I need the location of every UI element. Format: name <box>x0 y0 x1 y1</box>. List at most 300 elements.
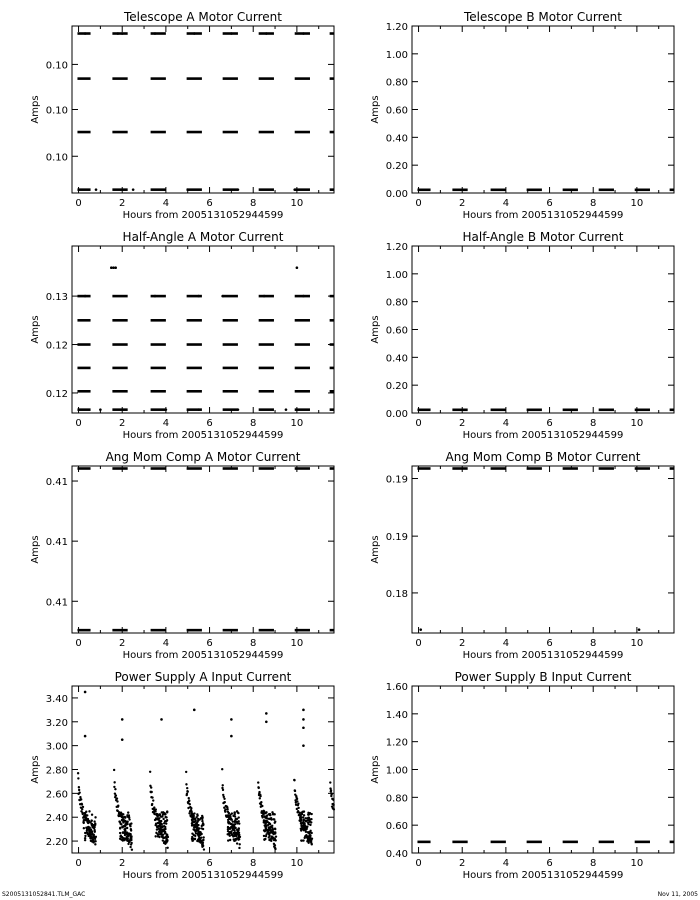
data-point <box>198 827 200 829</box>
data-point <box>233 829 235 831</box>
data-point <box>122 832 124 834</box>
y-tick-label: 3.40 <box>45 693 68 705</box>
outlier-point <box>230 735 233 738</box>
data-point <box>239 836 241 838</box>
x-tick-label: 8 <box>590 418 597 429</box>
x-tick-label: 10 <box>630 418 644 429</box>
chart-panel-2 <box>370 10 674 221</box>
data-point <box>77 777 79 779</box>
data-point <box>274 822 276 824</box>
chart-title: Telescope B Motor Current <box>463 10 623 24</box>
y-tick-label: 0.80 <box>385 793 408 805</box>
x-axis-label: Hours from 2005131052944599 <box>122 430 284 441</box>
data-point <box>84 835 86 837</box>
x-tick-label: 0 <box>415 858 422 869</box>
data-point <box>163 825 165 827</box>
data-point <box>201 816 203 818</box>
outlier-point <box>114 266 117 269</box>
data-point <box>266 820 268 822</box>
data-point <box>123 837 125 839</box>
data-point <box>195 822 197 824</box>
x-tick-label: 10 <box>290 638 304 649</box>
data-point <box>157 835 159 837</box>
data-point <box>222 789 224 791</box>
data-point <box>131 849 133 851</box>
outlier-point <box>197 295 200 298</box>
y-tick-label: 0.18 <box>385 588 408 600</box>
x-tick-label: 10 <box>290 858 304 869</box>
data-point <box>93 820 95 822</box>
y-axis-label: Amps <box>370 755 381 784</box>
data-point <box>125 821 127 823</box>
data-point <box>294 790 296 792</box>
chart-panel-8 <box>370 670 674 881</box>
x-tick-label: 4 <box>502 638 510 649</box>
data-point <box>78 786 80 788</box>
data-point <box>82 806 84 808</box>
x-tick-label: 4 <box>162 198 170 209</box>
data-point <box>191 838 193 840</box>
data-point <box>90 828 92 830</box>
data-point <box>130 836 132 838</box>
x-tick-label: 8 <box>250 638 257 649</box>
outlier-point <box>302 32 305 35</box>
y-tick-label: 0.20 <box>385 161 408 173</box>
chart-title: Ang Mom Comp B Motor Current <box>445 450 641 464</box>
data-point <box>122 839 124 841</box>
data-point <box>302 810 304 812</box>
data-point <box>193 815 195 817</box>
outlier-point <box>197 408 200 411</box>
data-point <box>84 839 86 841</box>
data-point <box>224 810 226 812</box>
outlier-point <box>302 709 305 712</box>
data-point <box>79 796 81 798</box>
data-point <box>119 827 121 829</box>
data-point <box>236 821 238 823</box>
data-point <box>297 807 299 809</box>
x-tick-label: 8 <box>250 858 257 869</box>
y-axis-label: Amps <box>30 535 41 564</box>
data-point <box>229 839 231 841</box>
outlier-point <box>302 295 305 298</box>
data-point <box>114 788 116 790</box>
data-point <box>198 838 200 840</box>
x-tick-label: 6 <box>206 198 213 209</box>
data-point <box>124 825 126 827</box>
y-tick-label: 1.20 <box>385 22 408 33</box>
data-point <box>129 846 131 848</box>
chart-panel-5 <box>30 450 334 661</box>
data-point <box>199 818 201 820</box>
outlier-point <box>296 266 299 269</box>
chart-panel-1 <box>30 10 334 221</box>
data-point <box>83 827 85 829</box>
data-point <box>202 842 204 844</box>
data-point <box>94 823 96 825</box>
data-point <box>191 820 193 822</box>
x-tick-label: 0 <box>415 638 422 649</box>
y-tick-label: 1.60 <box>385 682 408 693</box>
data-point <box>119 813 121 815</box>
data-point <box>227 830 229 832</box>
y-tick-label: 1.00 <box>385 49 408 61</box>
x-tick-label: 10 <box>630 198 644 209</box>
data-point <box>230 832 232 834</box>
x-tick-label: 8 <box>590 638 597 649</box>
data-point <box>302 839 304 841</box>
y-tick-label: 0.20 <box>385 381 408 393</box>
data-point <box>234 813 236 815</box>
footer-filename: S2005131052841.TLM_GAC <box>2 891 86 898</box>
y-tick-label: 0.10 <box>45 60 68 72</box>
data-point <box>127 811 129 813</box>
y-tick-label: 0.40 <box>385 353 408 365</box>
x-tick-label: 4 <box>502 858 510 869</box>
outlier-point <box>419 628 422 631</box>
x-tick-label: 0 <box>415 198 422 209</box>
data-point <box>310 813 312 815</box>
data-point <box>115 794 117 796</box>
data-point <box>130 839 132 841</box>
data-point <box>185 771 187 773</box>
y-tick-label: 0.00 <box>385 409 408 420</box>
data-point <box>160 826 162 828</box>
data-point <box>296 798 298 800</box>
y-tick-label: 2.80 <box>45 765 68 777</box>
data-point <box>165 822 167 824</box>
data-point <box>269 823 271 825</box>
y-axis-label: Amps <box>30 755 41 784</box>
x-tick-label: 2 <box>459 418 466 429</box>
y-tick-label: 0.19 <box>385 474 408 486</box>
data-point <box>229 816 231 818</box>
data-point <box>268 839 270 841</box>
data-point <box>167 836 169 838</box>
data-point <box>155 808 157 810</box>
data-point <box>195 819 197 821</box>
data-point <box>192 828 194 830</box>
data-point <box>268 835 270 837</box>
data-point <box>94 816 96 818</box>
data-point <box>78 791 80 793</box>
data-point <box>149 771 151 773</box>
data-point <box>237 829 239 831</box>
y-tick-label: 0.41 <box>45 477 68 489</box>
data-point <box>113 769 115 771</box>
outlier-point <box>293 188 296 191</box>
chart-title: Ang Mom Comp A Motor Current <box>105 450 301 464</box>
x-tick-label: 2 <box>119 418 126 429</box>
y-tick-label: 0.19 <box>385 532 408 544</box>
y-tick-label: 1.20 <box>385 242 408 253</box>
data-point <box>88 810 90 812</box>
data-point <box>311 843 313 845</box>
y-tick-label: 1.20 <box>385 737 408 749</box>
data-point <box>258 791 260 793</box>
data-point <box>234 815 236 817</box>
data-point <box>299 814 301 816</box>
outlier-point <box>160 718 163 721</box>
x-tick-label: 0 <box>75 418 82 429</box>
x-tick-label: 6 <box>546 638 553 649</box>
data-point <box>151 791 153 793</box>
outlier-point <box>230 32 233 35</box>
outlier-point <box>221 295 224 298</box>
data-point <box>264 816 266 818</box>
data-point <box>151 796 153 798</box>
data-point <box>116 800 118 802</box>
data-point <box>202 839 204 841</box>
data-point <box>257 781 259 783</box>
data-point <box>275 839 277 841</box>
outlier-point <box>302 718 305 721</box>
data-point <box>81 808 83 810</box>
data-point <box>121 816 123 818</box>
chart-panel-4 <box>370 230 674 441</box>
data-point <box>91 824 93 826</box>
y-tick-label: 0.41 <box>45 537 68 549</box>
data-point <box>154 835 156 837</box>
chart-panel-3 <box>30 230 334 441</box>
data-point <box>88 827 90 829</box>
data-point <box>226 808 228 810</box>
data-point <box>333 808 335 810</box>
data-point <box>224 808 226 810</box>
x-axis-label: Hours from 2005131052944599 <box>462 870 624 881</box>
data-point <box>119 832 121 834</box>
outlier-point <box>154 32 157 35</box>
x-axis-label: Hours from 2005131052944599 <box>462 650 624 661</box>
data-point <box>159 813 161 815</box>
y-tick-label: 0.40 <box>385 849 408 860</box>
data-point <box>160 831 162 833</box>
data-point <box>163 813 165 815</box>
data-point <box>113 786 115 788</box>
data-point <box>151 803 153 805</box>
x-tick-label: 8 <box>590 858 597 869</box>
data-point <box>272 818 274 820</box>
data-point <box>153 806 155 808</box>
y-tick-label: 0.12 <box>45 388 68 400</box>
data-point <box>228 812 230 814</box>
data-point <box>186 793 188 795</box>
outlier-point <box>193 32 196 35</box>
data-point <box>158 833 160 835</box>
data-point <box>229 828 231 830</box>
data-point <box>129 823 131 825</box>
data-point <box>86 814 88 816</box>
data-point <box>230 823 232 825</box>
chart-panel-7 <box>30 670 335 881</box>
x-tick-label: 10 <box>290 418 304 429</box>
outlier-point <box>121 718 124 721</box>
data-point <box>119 838 121 840</box>
data-point <box>238 838 240 840</box>
data-point <box>154 810 156 812</box>
data-point <box>239 843 241 845</box>
data-point <box>274 844 276 846</box>
data-point <box>227 814 229 816</box>
data-point <box>77 772 79 774</box>
data-point <box>231 819 233 821</box>
data-point <box>223 798 225 800</box>
data-point <box>121 826 123 828</box>
data-point <box>126 827 128 829</box>
data-point <box>234 818 236 820</box>
data-point <box>189 803 191 805</box>
data-point <box>305 828 307 830</box>
x-axis-label: Hours from 2005131052944599 <box>122 870 284 881</box>
data-point <box>332 804 334 806</box>
footer-date: Nov 11, 2005 <box>657 891 698 898</box>
data-point <box>227 821 229 823</box>
data-point <box>307 838 309 840</box>
x-tick-label: 10 <box>630 638 644 649</box>
x-tick-label: 8 <box>590 198 597 209</box>
x-tick-label: 0 <box>415 418 422 429</box>
outlier-point <box>265 32 268 35</box>
plot-frame <box>72 26 334 193</box>
data-point <box>162 834 164 836</box>
data-point <box>159 820 161 822</box>
data-point <box>259 795 261 797</box>
outlier-point <box>84 691 87 694</box>
y-tick-label: 0.41 <box>45 597 68 609</box>
x-tick-label: 6 <box>206 418 213 429</box>
y-tick-label: 1.00 <box>385 765 408 777</box>
data-point <box>123 816 125 818</box>
data-point <box>117 805 119 807</box>
y-axis-label: Amps <box>370 95 381 124</box>
data-point <box>259 797 261 799</box>
data-point <box>238 847 240 849</box>
y-axis-label: Amps <box>30 95 41 124</box>
x-tick-label: 10 <box>290 198 304 209</box>
y-tick-label: 0.60 <box>385 821 408 833</box>
data-point <box>191 822 193 824</box>
data-point <box>263 821 265 823</box>
outlier-point <box>237 408 240 411</box>
data-point <box>330 789 332 791</box>
data-point <box>188 800 190 802</box>
data-point <box>89 821 91 823</box>
data-point <box>190 807 192 809</box>
data-point <box>265 812 267 814</box>
x-tick-label: 4 <box>502 418 510 429</box>
data-point <box>94 831 96 833</box>
data-point <box>274 848 276 850</box>
x-tick-label: 0 <box>75 858 82 869</box>
y-tick-label: 2.20 <box>45 837 68 849</box>
y-tick-label: 0.10 <box>45 152 68 164</box>
x-tick-label: 2 <box>459 638 466 649</box>
data-point <box>260 801 262 803</box>
plot-frame <box>72 246 334 413</box>
data-point <box>201 820 203 822</box>
chart-title: Half-Angle B Motor Current <box>462 230 624 244</box>
outlier-point <box>186 188 189 191</box>
data-point <box>94 843 96 845</box>
outlier-point <box>638 628 641 631</box>
data-point <box>199 831 201 833</box>
data-point <box>293 779 295 781</box>
data-point <box>95 836 97 838</box>
data-point <box>86 833 88 835</box>
y-tick-label: 0.80 <box>385 297 408 309</box>
data-point <box>200 837 202 839</box>
y-tick-label: 1.40 <box>385 709 408 721</box>
y-tick-label: 1.00 <box>385 269 408 281</box>
data-point <box>164 832 166 834</box>
data-point <box>268 832 270 834</box>
outlier-point <box>99 408 102 411</box>
data-point <box>305 831 307 833</box>
data-point <box>309 835 311 837</box>
chart-title: Power Supply A Input Current <box>114 670 292 684</box>
data-point <box>275 835 277 837</box>
data-point <box>202 823 204 825</box>
data-point <box>296 800 298 802</box>
data-point <box>191 824 193 826</box>
data-point <box>234 826 236 828</box>
data-point <box>310 840 312 842</box>
data-point <box>303 814 305 816</box>
data-point <box>93 826 95 828</box>
data-point <box>160 828 162 830</box>
data-point <box>130 829 132 831</box>
data-point <box>263 835 265 837</box>
y-axis-label: Amps <box>370 315 381 344</box>
data-point <box>203 848 205 850</box>
data-point <box>164 816 166 818</box>
data-point <box>311 838 313 840</box>
data-point <box>261 805 263 807</box>
plot-frame <box>412 26 674 193</box>
data-point <box>202 836 204 838</box>
outlier-point <box>237 188 240 191</box>
data-point <box>202 845 204 847</box>
data-point <box>231 812 233 814</box>
data-point <box>89 831 91 833</box>
outlier-point <box>117 32 120 35</box>
data-point <box>166 810 168 812</box>
data-point <box>80 798 82 800</box>
plot-frame <box>412 686 674 853</box>
data-point <box>160 816 162 818</box>
data-point <box>224 801 226 803</box>
data-point <box>126 815 128 817</box>
y-tick-label: 0.80 <box>385 77 408 89</box>
data-point <box>87 822 89 824</box>
x-axis-label: Hours from 2005131052944599 <box>462 430 624 441</box>
data-point <box>94 840 96 842</box>
data-point <box>307 816 309 818</box>
outlier-point <box>132 188 135 191</box>
outlier-point <box>84 32 87 35</box>
data-point <box>166 847 168 849</box>
x-tick-label: 2 <box>459 858 466 869</box>
data-point <box>187 791 189 793</box>
data-point <box>152 799 154 801</box>
data-point <box>130 842 132 844</box>
data-point <box>157 818 159 820</box>
data-point <box>202 828 204 830</box>
data-point <box>300 817 302 819</box>
data-point <box>265 825 267 827</box>
data-point <box>237 812 239 814</box>
y-tick-label: 0.13 <box>45 292 68 304</box>
